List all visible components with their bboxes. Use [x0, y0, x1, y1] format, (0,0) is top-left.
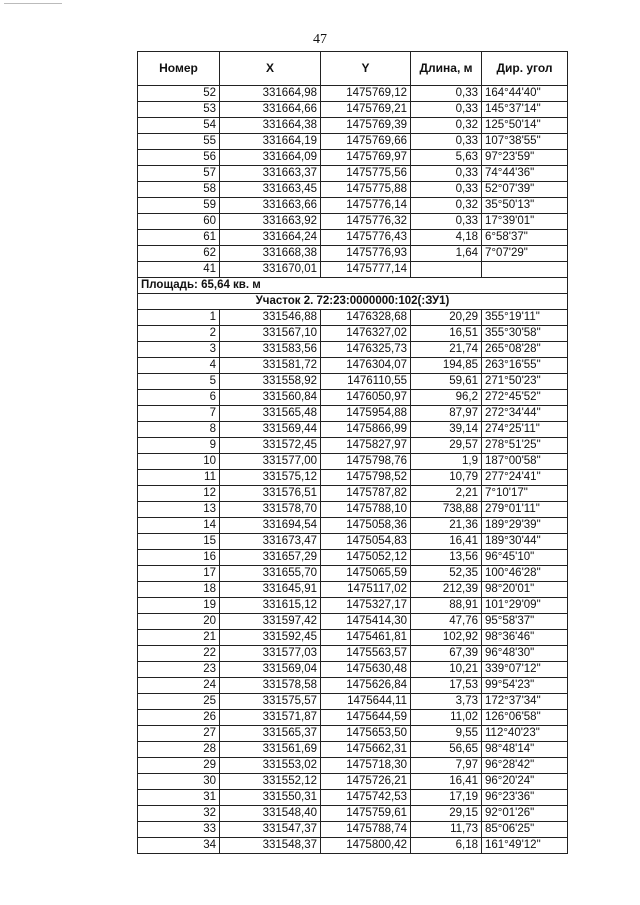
cell-y: 1475644,11	[321, 694, 411, 710]
cell-y: 1476050,97	[321, 390, 411, 406]
cell-number: 16	[138, 550, 220, 566]
table-row	[138, 630, 568, 646]
table-row	[138, 118, 568, 134]
section-title: Участок 2. 72:23:0000000:102(:ЗУ1)	[138, 294, 568, 310]
cell-y: 1475866,99	[321, 422, 411, 438]
cell-direction: 271°50'23"	[482, 374, 568, 390]
cell-direction: 125°50'14"	[482, 118, 568, 134]
cell-x: 331546,88	[220, 310, 321, 326]
cell-y: 1475954,88	[321, 406, 411, 422]
cell-direction: 277°24'41"	[482, 470, 568, 486]
table-row	[138, 230, 568, 246]
area-row	[138, 278, 568, 294]
cell-x: 331663,37	[220, 166, 321, 182]
cell-number: 52	[138, 86, 220, 102]
cell-direction: 85°06'25"	[482, 822, 568, 838]
table-row	[138, 566, 568, 582]
table-body-part1	[138, 86, 568, 278]
cell-direction: 339°07'12"	[482, 662, 568, 678]
cell-y: 1475563,57	[321, 646, 411, 662]
cell-x: 331670,01	[220, 262, 321, 278]
cell-number: 26	[138, 710, 220, 726]
header-number: Номер	[138, 52, 220, 86]
cell-x: 331571,87	[220, 710, 321, 726]
cell-number: 5	[138, 374, 220, 390]
cell-direction: 145°37'14"	[482, 102, 568, 118]
cell-direction: 164°44'40"	[482, 86, 568, 102]
cell-x: 331694,54	[220, 518, 321, 534]
cell-length: 67,39	[411, 646, 482, 662]
cell-x: 331550,31	[220, 790, 321, 806]
cell-x: 331576,51	[220, 486, 321, 502]
cell-length: 7,97	[411, 758, 482, 774]
cell-number: 18	[138, 582, 220, 598]
cell-length: 0,33	[411, 102, 482, 118]
table-body-section	[138, 278, 568, 310]
cell-length: 0,33	[411, 214, 482, 230]
table-row	[138, 198, 568, 214]
cell-length: 0,33	[411, 134, 482, 150]
area-label: Площадь: 65,64 кв. м	[138, 278, 568, 294]
table-row	[138, 486, 568, 502]
table-row	[138, 758, 568, 774]
cell-direction: 355°19'11"	[482, 310, 568, 326]
table-row	[138, 534, 568, 550]
cell-direction: 101°29'09"	[482, 598, 568, 614]
cell-direction: 96°23'36"	[482, 790, 568, 806]
cell-y: 1476325,73	[321, 342, 411, 358]
cell-y: 1475726,21	[321, 774, 411, 790]
cell-y: 1475759,61	[321, 806, 411, 822]
cell-length: 6,18	[411, 838, 482, 854]
cell-length: 0,32	[411, 118, 482, 134]
cell-length: 17,19	[411, 790, 482, 806]
cell-length: 1,64	[411, 246, 482, 262]
table-row	[138, 342, 568, 358]
cell-x: 331581,72	[220, 358, 321, 374]
cell-y: 1475630,48	[321, 662, 411, 678]
cell-number: 41	[138, 262, 220, 278]
cell-direction: 98°20'01"	[482, 582, 568, 598]
cell-y: 1475058,36	[321, 518, 411, 534]
cell-x: 331645,91	[220, 582, 321, 598]
cell-direction: 7°10'17"	[482, 486, 568, 502]
table-row	[138, 374, 568, 390]
table-body-part2	[138, 310, 568, 854]
cell-y: 1475777,14	[321, 262, 411, 278]
header-direction: Дир. угол	[482, 52, 568, 86]
cell-length: 0,33	[411, 182, 482, 198]
cell-x: 331569,44	[220, 422, 321, 438]
table-row	[138, 518, 568, 534]
cell-direction: 189°30'44"	[482, 534, 568, 550]
cell-number: 14	[138, 518, 220, 534]
cell-number: 13	[138, 502, 220, 518]
cell-x: 331663,45	[220, 182, 321, 198]
cell-number: 1	[138, 310, 220, 326]
cell-x: 331663,66	[220, 198, 321, 214]
cell-length: 39,14	[411, 422, 482, 438]
cell-x: 331565,48	[220, 406, 321, 422]
cell-length: 13,56	[411, 550, 482, 566]
table-row	[138, 662, 568, 678]
table-row	[138, 710, 568, 726]
table-row	[138, 598, 568, 614]
table-row	[138, 726, 568, 742]
cell-direction: 52°07'39"	[482, 182, 568, 198]
cell-y: 1475776,32	[321, 214, 411, 230]
cell-y: 1475644,59	[321, 710, 411, 726]
cell-y: 1476328,68	[321, 310, 411, 326]
cell-direction: 92°01'26"	[482, 806, 568, 822]
cell-number: 27	[138, 726, 220, 742]
cell-direction: 274°25'11"	[482, 422, 568, 438]
cell-number: 55	[138, 134, 220, 150]
cell-direction: 187°00'58"	[482, 454, 568, 470]
table-row	[138, 86, 568, 102]
corner-rule	[4, 3, 62, 4]
table-row	[138, 678, 568, 694]
table-row	[138, 390, 568, 406]
table-row	[138, 326, 568, 342]
cell-x: 331553,02	[220, 758, 321, 774]
cell-number: 25	[138, 694, 220, 710]
cell-direction: 99°54'23"	[482, 678, 568, 694]
cell-direction: 96°28'42"	[482, 758, 568, 774]
cell-number: 58	[138, 182, 220, 198]
cell-length: 11,73	[411, 822, 482, 838]
cell-y: 1475788,10	[321, 502, 411, 518]
cell-y: 1475787,82	[321, 486, 411, 502]
cell-direction: 6°58'37"	[482, 230, 568, 246]
cell-number: 4	[138, 358, 220, 374]
cell-x: 331565,37	[220, 726, 321, 742]
cell-number: 11	[138, 470, 220, 486]
cell-y: 1475776,93	[321, 246, 411, 262]
cell-number: 29	[138, 758, 220, 774]
cell-number: 6	[138, 390, 220, 406]
page-number: 47	[313, 32, 327, 47]
cell-number: 19	[138, 598, 220, 614]
cell-direction: 96°48'30"	[482, 646, 568, 662]
cell-x: 331578,70	[220, 502, 321, 518]
cell-y: 1475662,31	[321, 742, 411, 758]
cell-length	[411, 262, 482, 278]
table-row	[138, 102, 568, 118]
table-row	[138, 694, 568, 710]
cell-number: 20	[138, 614, 220, 630]
cell-number: 54	[138, 118, 220, 134]
cell-x: 331552,12	[220, 774, 321, 790]
cell-x: 331548,37	[220, 838, 321, 854]
cell-direction	[482, 262, 568, 278]
cell-direction: 112°40'23"	[482, 726, 568, 742]
cell-direction: 263°16'55"	[482, 358, 568, 374]
cell-length: 2,21	[411, 486, 482, 502]
cell-direction: 189°29'39"	[482, 518, 568, 534]
cell-y: 1475052,12	[321, 550, 411, 566]
table-row	[138, 582, 568, 598]
cell-number: 62	[138, 246, 220, 262]
cell-direction: 96°45'10"	[482, 550, 568, 566]
table-row	[138, 454, 568, 470]
cell-length: 47,76	[411, 614, 482, 630]
cell-x: 331592,45	[220, 630, 321, 646]
cell-x: 331575,57	[220, 694, 321, 710]
cell-x: 331575,12	[220, 470, 321, 486]
table-row	[138, 438, 568, 454]
cell-number: 61	[138, 230, 220, 246]
cell-y: 1475327,17	[321, 598, 411, 614]
cell-length: 102,92	[411, 630, 482, 646]
cell-length: 87,97	[411, 406, 482, 422]
cell-x: 331560,84	[220, 390, 321, 406]
cell-x: 331655,70	[220, 566, 321, 582]
table-row	[138, 262, 568, 278]
table-row	[138, 246, 568, 262]
cell-number: 24	[138, 678, 220, 694]
header-length: Длина, м	[411, 52, 482, 86]
cell-x: 331657,29	[220, 550, 321, 566]
cell-y: 1475653,50	[321, 726, 411, 742]
cell-length: 3,73	[411, 694, 482, 710]
cell-x: 331577,03	[220, 646, 321, 662]
cell-number: 3	[138, 342, 220, 358]
cell-length: 88,91	[411, 598, 482, 614]
cell-y: 1475798,52	[321, 470, 411, 486]
cell-length: 11,02	[411, 710, 482, 726]
cell-x: 331597,42	[220, 614, 321, 630]
cell-y: 1475054,83	[321, 534, 411, 550]
header-x: X	[220, 52, 321, 86]
cell-direction: 95°58'37"	[482, 614, 568, 630]
cell-y: 1475769,66	[321, 134, 411, 150]
cell-direction: 98°36'46"	[482, 630, 568, 646]
cell-length: 17,53	[411, 678, 482, 694]
table-row	[138, 310, 568, 326]
cell-y: 1475414,30	[321, 614, 411, 630]
cell-length: 0,33	[411, 86, 482, 102]
cell-direction: 355°30'58"	[482, 326, 568, 342]
cell-number: 2	[138, 326, 220, 342]
cell-length: 52,35	[411, 566, 482, 582]
table-row	[138, 182, 568, 198]
cell-number: 17	[138, 566, 220, 582]
cell-number: 9	[138, 438, 220, 454]
cell-number: 10	[138, 454, 220, 470]
cell-y: 1475775,88	[321, 182, 411, 198]
cell-length: 29,57	[411, 438, 482, 454]
cell-number: 22	[138, 646, 220, 662]
cell-number: 34	[138, 838, 220, 854]
cell-length: 10,79	[411, 470, 482, 486]
cell-y: 1475776,43	[321, 230, 411, 246]
coordinates-table	[137, 51, 568, 854]
table-header-row	[138, 52, 568, 86]
cell-y: 1475769,97	[321, 150, 411, 166]
cell-direction: 278°51'25"	[482, 438, 568, 454]
cell-number: 57	[138, 166, 220, 182]
cell-y: 1475769,21	[321, 102, 411, 118]
table-row	[138, 422, 568, 438]
cell-direction: 161°49'12"	[482, 838, 568, 854]
cell-y: 1475718,30	[321, 758, 411, 774]
cell-x: 331578,58	[220, 678, 321, 694]
cell-direction: 7°07'29"	[482, 246, 568, 262]
table-row	[138, 790, 568, 806]
cell-length: 5,63	[411, 150, 482, 166]
cell-y: 1475117,02	[321, 582, 411, 598]
table-row	[138, 614, 568, 630]
cell-number: 12	[138, 486, 220, 502]
table-row	[138, 406, 568, 422]
cell-x: 331664,24	[220, 230, 321, 246]
cell-x: 331664,66	[220, 102, 321, 118]
cell-x: 331668,38	[220, 246, 321, 262]
cell-direction: 172°37'34"	[482, 694, 568, 710]
cell-y: 1475776,14	[321, 198, 411, 214]
cell-x: 331664,98	[220, 86, 321, 102]
cell-number: 59	[138, 198, 220, 214]
cell-direction: 265°08'28"	[482, 342, 568, 358]
cell-length: 10,21	[411, 662, 482, 678]
cell-y: 1475065,59	[321, 566, 411, 582]
cell-x: 331547,37	[220, 822, 321, 838]
cell-direction: 272°45'52"	[482, 390, 568, 406]
table-row	[138, 646, 568, 662]
table-row	[138, 774, 568, 790]
cell-length: 0,33	[411, 166, 482, 182]
table-row	[138, 822, 568, 838]
cell-y: 1475742,53	[321, 790, 411, 806]
cell-number: 15	[138, 534, 220, 550]
section-title-row	[138, 294, 568, 310]
cell-x: 331561,69	[220, 742, 321, 758]
cell-length: 9,55	[411, 726, 482, 742]
cell-number: 7	[138, 406, 220, 422]
cell-length: 21,36	[411, 518, 482, 534]
cell-x: 331548,40	[220, 806, 321, 822]
cell-x: 331664,19	[220, 134, 321, 150]
cell-direction: 279°01'11"	[482, 502, 568, 518]
table-row	[138, 150, 568, 166]
cell-y: 1475769,12	[321, 86, 411, 102]
cell-y: 1475775,56	[321, 166, 411, 182]
cell-length: 59,61	[411, 374, 482, 390]
cell-direction: 17°39'01"	[482, 214, 568, 230]
cell-x: 331567,10	[220, 326, 321, 342]
cell-x: 331673,47	[220, 534, 321, 550]
cell-number: 31	[138, 790, 220, 806]
header-y: Y	[321, 52, 411, 86]
cell-number: 53	[138, 102, 220, 118]
table-row	[138, 358, 568, 374]
cell-y: 1475827,97	[321, 438, 411, 454]
table-row	[138, 838, 568, 854]
cell-length: 20,29	[411, 310, 482, 326]
table-row	[138, 134, 568, 150]
cell-direction: 107°38'55"	[482, 134, 568, 150]
cell-x: 331558,92	[220, 374, 321, 390]
cell-number: 33	[138, 822, 220, 838]
cell-length: 16,41	[411, 534, 482, 550]
cell-length: 0,32	[411, 198, 482, 214]
cell-number: 56	[138, 150, 220, 166]
cell-x: 331569,04	[220, 662, 321, 678]
cell-length: 212,39	[411, 582, 482, 598]
cell-y: 1475800,42	[321, 838, 411, 854]
cell-length: 4,18	[411, 230, 482, 246]
table-row	[138, 742, 568, 758]
table-row	[138, 166, 568, 182]
cell-x: 331615,12	[220, 598, 321, 614]
cell-y: 1476304,07	[321, 358, 411, 374]
table-row	[138, 214, 568, 230]
cell-number: 28	[138, 742, 220, 758]
table-row	[138, 470, 568, 486]
cell-direction: 74°44'36"	[482, 166, 568, 182]
cell-length: 16,41	[411, 774, 482, 790]
cell-y: 1475788,74	[321, 822, 411, 838]
cell-x: 331583,56	[220, 342, 321, 358]
table-row	[138, 806, 568, 822]
cell-direction: 100°46'28"	[482, 566, 568, 582]
cell-length: 1,9	[411, 454, 482, 470]
cell-length: 738,88	[411, 502, 482, 518]
cell-y: 1475461,81	[321, 630, 411, 646]
cell-number: 60	[138, 214, 220, 230]
cell-x: 331577,00	[220, 454, 321, 470]
cell-number: 30	[138, 774, 220, 790]
cell-x: 331664,09	[220, 150, 321, 166]
cell-direction: 35°50'13"	[482, 198, 568, 214]
cell-number: 8	[138, 422, 220, 438]
cell-number: 21	[138, 630, 220, 646]
cell-direction: 126°06'58"	[482, 710, 568, 726]
cell-x: 331663,92	[220, 214, 321, 230]
cell-y: 1475626,84	[321, 678, 411, 694]
cell-y: 1476110,55	[321, 374, 411, 390]
cell-direction: 96°20'24"	[482, 774, 568, 790]
cell-number: 23	[138, 662, 220, 678]
table-row	[138, 502, 568, 518]
cell-y: 1475798,76	[321, 454, 411, 470]
cell-y: 1476327,02	[321, 326, 411, 342]
cell-length: 21,74	[411, 342, 482, 358]
cell-y: 1475769,39	[321, 118, 411, 134]
cell-length: 96,2	[411, 390, 482, 406]
cell-length: 56,65	[411, 742, 482, 758]
cell-x: 331572,45	[220, 438, 321, 454]
cell-direction: 272°34'44"	[482, 406, 568, 422]
cell-x: 331664,38	[220, 118, 321, 134]
cell-number: 32	[138, 806, 220, 822]
cell-length: 194,85	[411, 358, 482, 374]
cell-direction: 97°23'59"	[482, 150, 568, 166]
cell-length: 16,51	[411, 326, 482, 342]
cell-length: 29,15	[411, 806, 482, 822]
table-row	[138, 550, 568, 566]
cell-direction: 98°48'14"	[482, 742, 568, 758]
